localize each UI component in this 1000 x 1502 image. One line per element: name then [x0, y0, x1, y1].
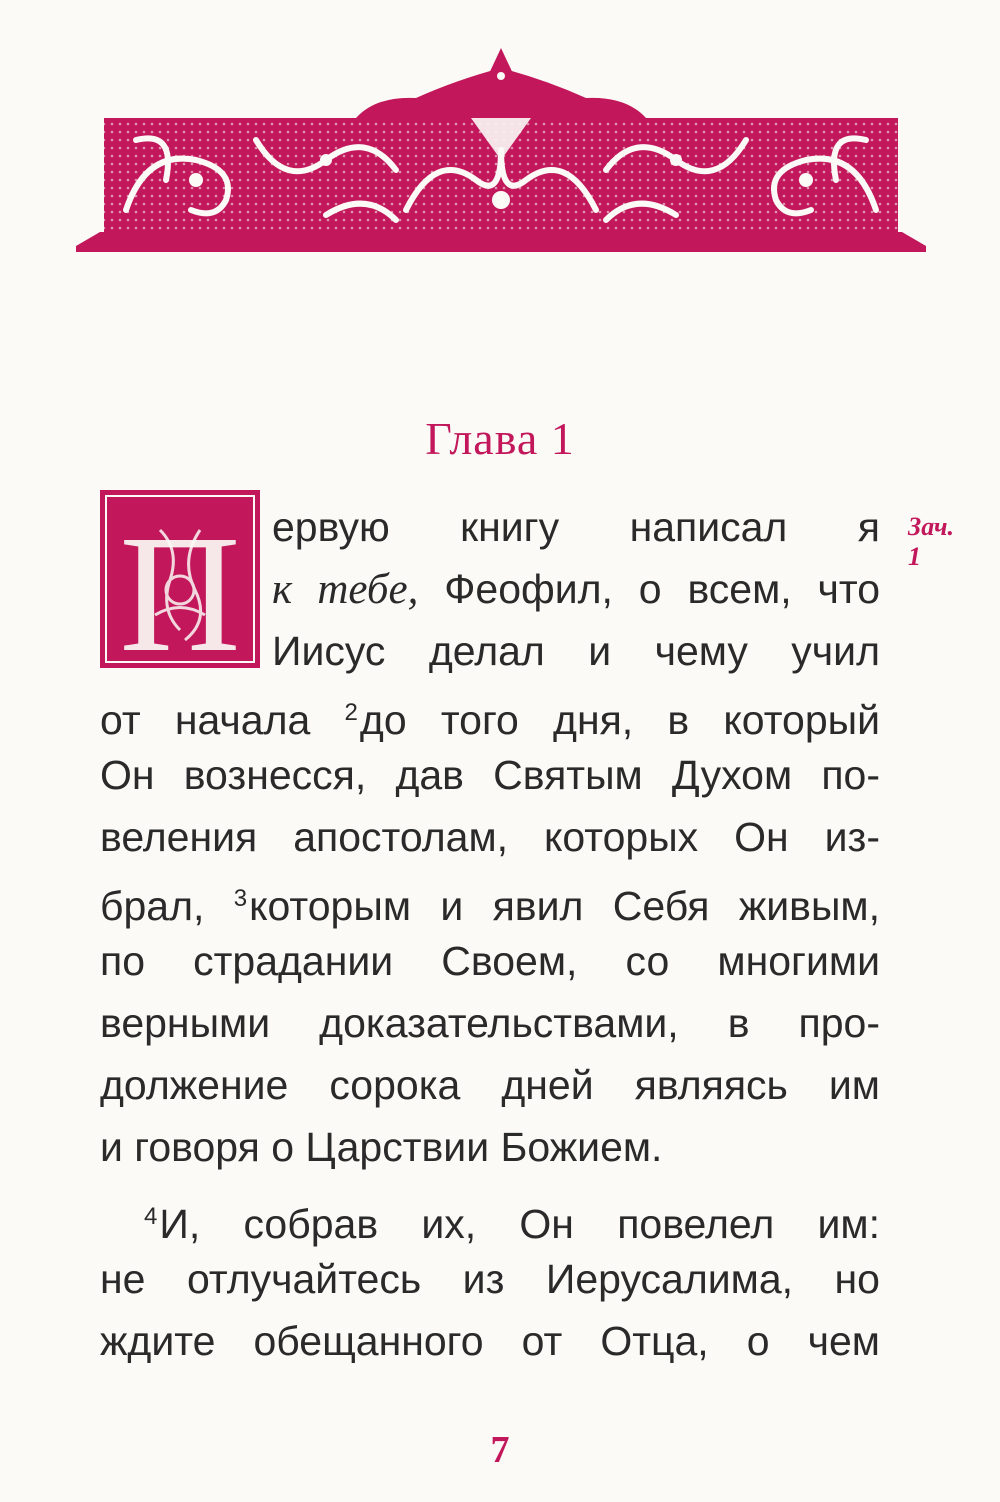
text-line: и говоря о Царствии Божием. — [100, 1124, 663, 1170]
text-line: ервую книгу написал я — [272, 504, 880, 550]
verse-number: 2 — [344, 699, 358, 726]
text-line: верными доказательствами, в про- — [100, 1000, 880, 1046]
text-span: Феофил, о всем, что — [418, 566, 880, 612]
text-line: Иисус делал и чему учил — [272, 628, 880, 674]
text-line: должение сорока дней являясь им — [100, 1062, 880, 1108]
italic-insert: к тебе, — [272, 566, 419, 613]
text-span: которым и явил Себя живым, — [249, 883, 881, 929]
verse-number: 3 — [233, 885, 248, 912]
text-span: от начала — [100, 697, 345, 743]
drop-cap-ornament — [100, 490, 260, 668]
text-line: по страдании Своем, со многими — [100, 938, 880, 984]
text-line: не отлучайтесь из Иерусалима, но — [100, 1256, 880, 1302]
margin-note-label: Зач. — [908, 512, 955, 541]
text-span: до того дня, в который — [359, 697, 880, 743]
text-line — [272, 558, 880, 620]
margin-reading-note — [908, 512, 954, 572]
text-line: Он вознесся, дав Святым Духом по- — [100, 752, 880, 798]
text-span: И, собрав их, Он повелел им: — [159, 1201, 880, 1247]
text-line — [100, 868, 880, 930]
verse-number: 4 — [144, 1203, 158, 1230]
text-line: веления апостолам, которых Он из- — [100, 814, 880, 860]
chapter-title: Глава 1 — [425, 413, 575, 464]
page-number: 7 — [490, 1429, 510, 1471]
text-line — [100, 682, 880, 744]
headpiece-ornament — [76, 40, 926, 260]
text-line — [100, 1186, 880, 1248]
text-span: брал, — [100, 883, 234, 929]
drop-cap-letter: П — [119, 501, 241, 668]
text-line: ждите обещанного от Отца, о чем — [100, 1318, 880, 1364]
margin-note-number: 1 — [908, 542, 921, 571]
